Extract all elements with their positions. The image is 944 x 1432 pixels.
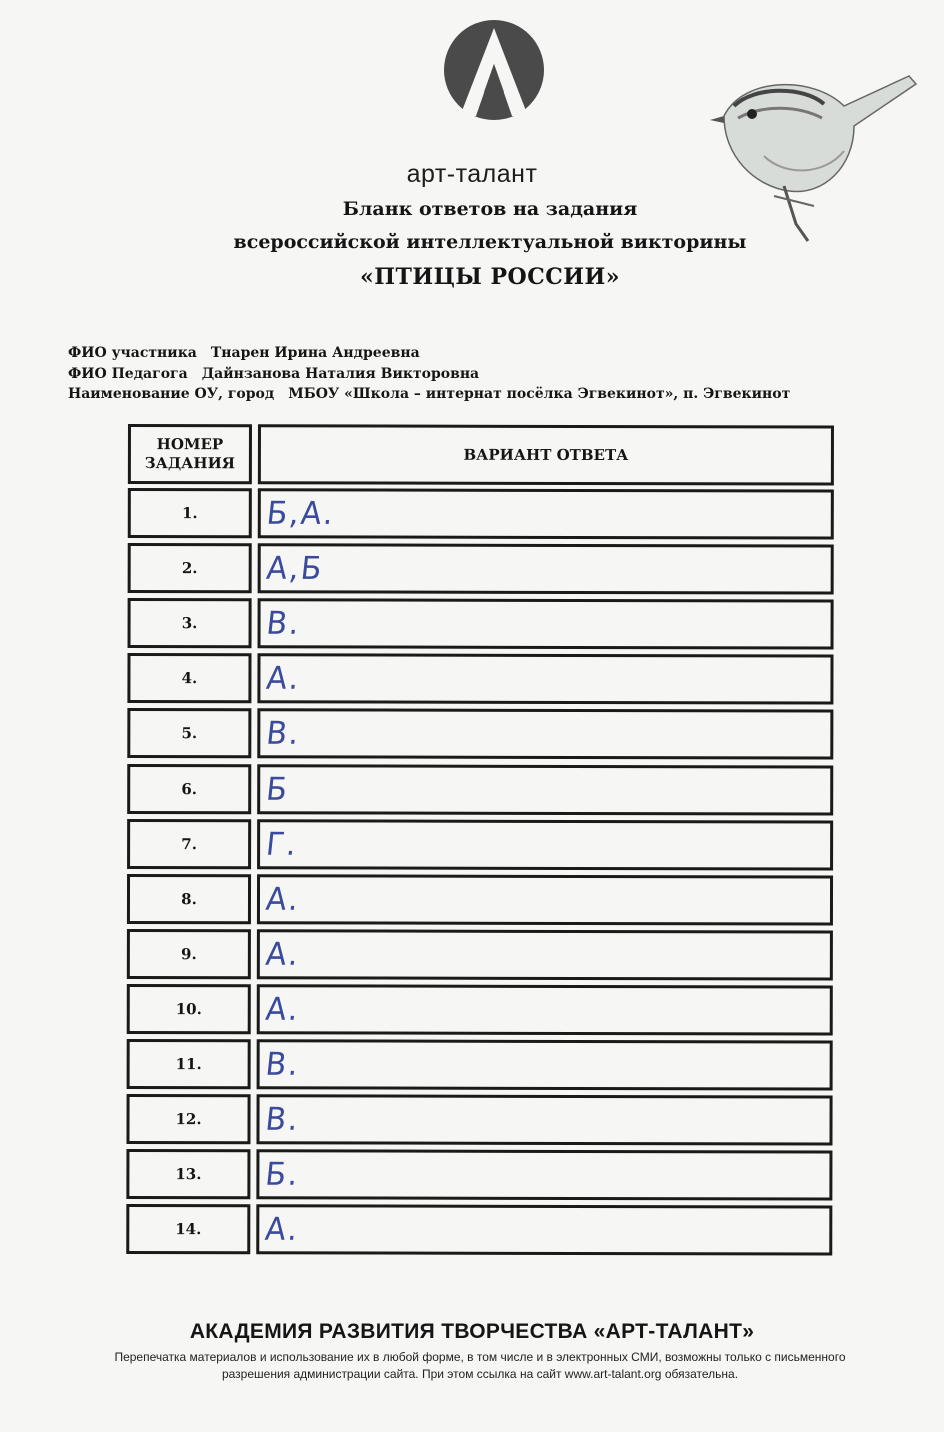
task-number: 13. (126, 1149, 250, 1199)
handwritten-answer: А. (263, 991, 302, 1029)
answer-table (118, 418, 842, 1268)
art-talant-logo-icon (442, 18, 546, 142)
task-number: 11. (127, 1039, 251, 1089)
answer-cell (258, 598, 834, 649)
title-line-2: всероссийской интеллектуальной викторины (233, 231, 747, 253)
table-row (128, 543, 834, 594)
answer-cell (257, 1039, 833, 1090)
school-value: МБОУ «Школа – интернат посёлка Эгвекинот», п. Эгвекинот (288, 386, 791, 402)
table-row (127, 984, 833, 1035)
handwritten-answer: А. (263, 936, 302, 974)
answer-cell (256, 1205, 832, 1256)
teacher-value: Дайнзанова Наталия Викторовна (201, 366, 480, 382)
answer-cell (257, 984, 833, 1035)
answer-cell (257, 654, 833, 705)
task-number: 5. (127, 708, 251, 758)
answer-cell (258, 543, 834, 594)
table-row (126, 1204, 832, 1255)
title-line-1: Бланк ответов на задания (342, 198, 638, 220)
handwritten-answer: Б. (263, 1156, 302, 1194)
table-row (126, 1149, 832, 1200)
participant-label: ФИО участника (68, 345, 197, 361)
table-row (127, 929, 833, 980)
task-number: 1. (128, 488, 252, 538)
task-number: 9. (127, 929, 251, 979)
task-number: 10. (127, 984, 251, 1034)
table-row (127, 1039, 833, 1090)
handwritten-answer: В. (263, 1046, 302, 1084)
task-number: 8. (127, 874, 251, 924)
table-row (127, 653, 833, 704)
task-number: 12. (126, 1094, 250, 1144)
table-row (128, 598, 834, 649)
task-number: 14. (126, 1204, 250, 1254)
table-row (127, 764, 833, 815)
school-label: Наименование ОУ, город (68, 386, 275, 402)
handwritten-answer: Г. (264, 826, 300, 863)
handwritten-answer: А. (263, 1211, 302, 1249)
handwritten-answer: Б,А. (264, 495, 338, 533)
brand-name: арт-талант (406, 160, 538, 188)
table-row (126, 1094, 832, 1145)
answer-cell (257, 819, 833, 870)
handwritten-answer: В. (263, 1101, 302, 1139)
handwritten-answer: В. (264, 715, 303, 753)
handwritten-answer: В. (264, 605, 303, 643)
answer-cell (257, 709, 833, 760)
task-number: 6. (127, 764, 251, 814)
table-row (128, 488, 834, 539)
answer-cell (257, 929, 833, 980)
table-row (127, 708, 833, 759)
task-number: 4. (127, 653, 251, 703)
table-row (127, 819, 833, 870)
header-number: НОМЕР ЗАДАНИЯ (128, 424, 252, 484)
footer-title: АКАДЕМИЯ РАЗВИТИЯ ТВОРЧЕСТВА «АРТ-ТАЛАНТ» (189, 1320, 755, 1343)
participant-info (68, 345, 420, 361)
answer-cell (256, 1149, 832, 1200)
answer-cell (257, 764, 833, 815)
answer-cell (256, 1094, 832, 1145)
answer-cell (258, 488, 834, 539)
answer-cell (257, 874, 833, 925)
task-number: 2. (128, 543, 252, 593)
footer-note: Перепечатка материалов и использование их в любой форме, в том числе и в электронных СМИ, возможны только с письменного разрешения администрации сайта. При этом ссылка на сайт www.art-talant.org обязательна. (114, 1350, 846, 1381)
task-number: 3. (128, 598, 252, 648)
quiz-title: «ПТИЦЫ РОССИИ» (359, 264, 621, 290)
school-info (68, 386, 790, 402)
header-answer: ВАРИАНТ ОТВЕТА (258, 424, 834, 485)
handwritten-answer: А. (264, 660, 303, 698)
handwritten-answer: А,Б (264, 550, 326, 588)
table-row (127, 874, 833, 925)
teacher-label: ФИО Педагога (68, 366, 188, 382)
teacher-info (68, 366, 479, 382)
participant-value: Тнарен Ирина Андреевна (210, 345, 420, 361)
task-number: 7. (127, 819, 251, 869)
handwritten-answer: А. (264, 881, 303, 918)
handwritten-answer: Б (264, 770, 291, 808)
